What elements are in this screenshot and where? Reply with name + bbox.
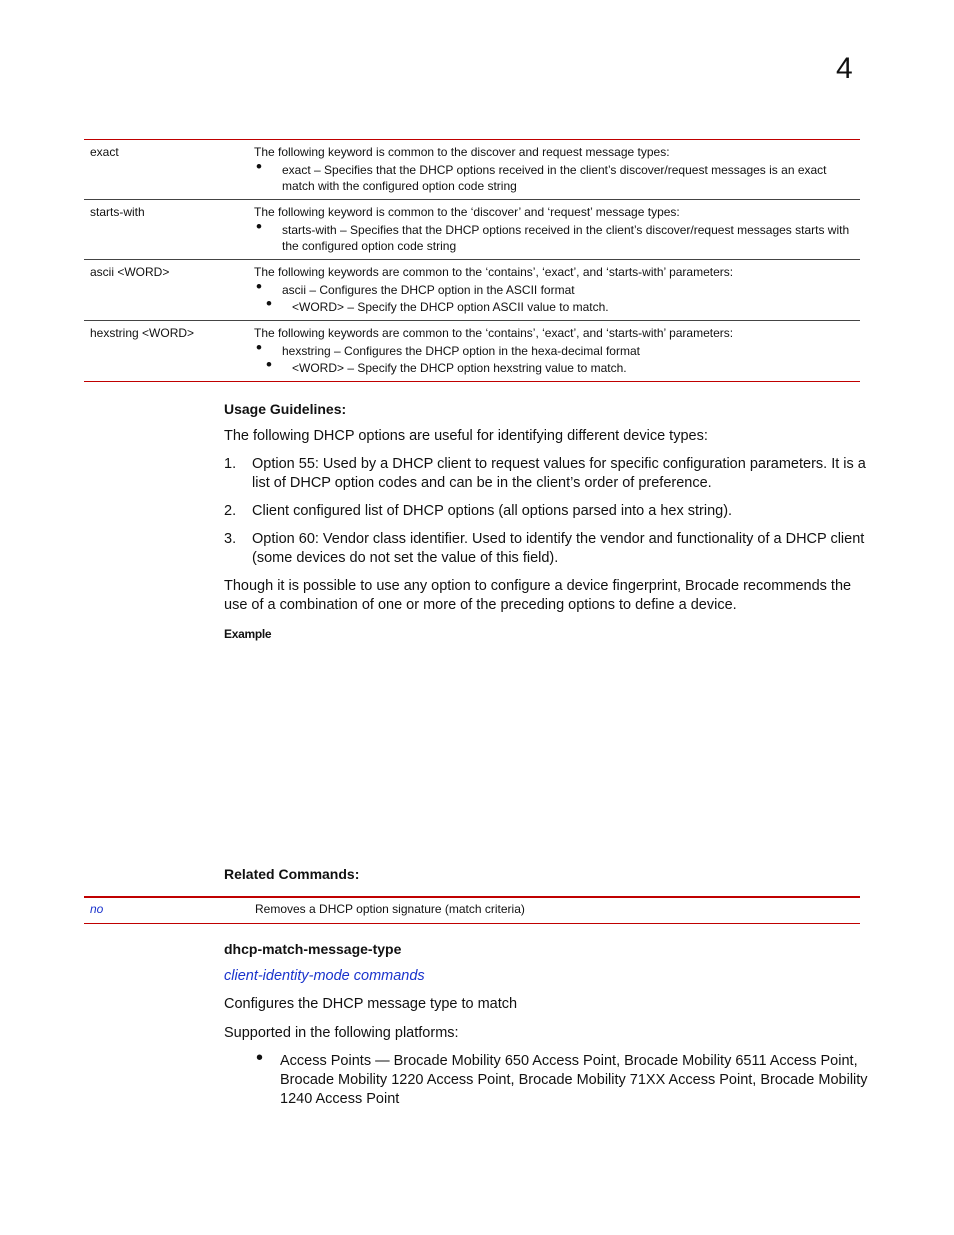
related-table [84, 896, 860, 924]
usage-intro: The following DHCP options are useful for identifying different device types: [224, 428, 708, 444]
param-intro: The following keywords are common to the ‘contains’, ‘exact’, and ‘starts-with’ parameters: [254, 265, 734, 279]
usage-list [224, 530, 869, 568]
list-text: Option 55: Used by a DHCP client to request values for specific configuration parameters. It is a list of DHCP option codes and can be in the client’s order of preference. [252, 456, 866, 491]
bullet-text: <WORD> – Specify the DHCP option hexstring value to match. [292, 361, 627, 375]
table-row [84, 260, 860, 321]
bullet-text: starts-with – Specifies that the DHCP options received in the client’s discover/request messages starts with the configured option code string [282, 223, 850, 253]
list-number: 3. [224, 531, 237, 547]
table-row [84, 200, 860, 260]
bullet-icon: • [256, 277, 262, 296]
table-row [84, 321, 860, 381]
section-description: Configures the DHCP message type to match [224, 996, 518, 1012]
list-item [254, 294, 860, 315]
param-intro: The following keyword is common to the discover and request message types: [254, 145, 670, 159]
table-row [84, 140, 860, 200]
bullet-icon: • [256, 157, 262, 176]
list-text: Option 60: Vendor class identifier. Used to identify the vendor and functionality of a DHCP client (some devices do not set the value of this field). [252, 531, 865, 566]
list-item [254, 217, 860, 254]
param-name: starts-with [90, 205, 145, 219]
list-text: Client configured list of DHCP options (all options parsed into a hex string). [252, 503, 733, 519]
list-item [254, 355, 860, 376]
bullet-icon: • [266, 355, 272, 374]
bullet-icon: • [256, 217, 262, 236]
section-title: dhcp-match-message-type [224, 941, 402, 957]
bullet-text: exact – Specifies that the DHCP options received in the client’s discover/request messages is an exact match with the configured option code string [282, 163, 827, 193]
list-item [224, 502, 869, 521]
list-item [254, 338, 860, 359]
parameter-table [84, 139, 860, 382]
platforms-intro: Supported in the following platforms: [224, 1025, 459, 1041]
chapter-number: 4 [836, 52, 853, 85]
param-name: exact [90, 145, 119, 159]
bullet-text: <WORD> – Specify the DHCP option ASCII value to match. [292, 300, 609, 314]
param-name: hexstring <WORD> [90, 326, 195, 340]
param-description [254, 263, 860, 315]
param-description [254, 143, 860, 194]
related-command-link[interactable]: no [90, 902, 104, 916]
bullet-icon: • [266, 294, 272, 313]
param-intro: The following keywords are common to the ‘contains’, ‘exact’, and ‘starts-with’ parameters: [254, 326, 734, 340]
list-number: 2. [224, 503, 237, 519]
list-item [224, 530, 869, 568]
usage-heading: Usage Guidelines: [224, 401, 347, 417]
list-item [224, 455, 869, 493]
param-description [254, 203, 860, 254]
bullet-text: hexstring – Configures the DHCP option in the hexa-decimal format [282, 344, 640, 358]
section-link[interactable]: client-identity-mode commands [224, 968, 425, 984]
related-command-description: Removes a DHCP option signature (match criteria) [255, 902, 525, 916]
param-description [254, 324, 860, 376]
usage-list [224, 502, 869, 521]
usage-list [224, 455, 869, 493]
bullet-text: ascii – Configures the DHCP option in the ASCII format [282, 283, 575, 297]
example-heading: Example [224, 627, 272, 641]
bullet-icon: • [256, 338, 262, 357]
bullet-icon: • [256, 1047, 264, 1069]
param-name: ascii <WORD> [90, 265, 170, 279]
usage-note: Though it is possible to use any option to configure a device fingerprint, Brocade recommends the use of a combination of one or more of the preceding options to define a device. [224, 578, 852, 613]
list-item [256, 1047, 892, 1109]
param-intro: The following keyword is common to the ‘discover’ and ‘request’ message types: [254, 205, 680, 219]
list-number: 1. [224, 456, 237, 472]
list-item [254, 277, 860, 298]
platform-text: Access Points — Brocade Mobility 650 Access Point, Brocade Mobility 6511 Access Point, Brocade Mobility 1220 Access Point, Brocade Mobility 71XX Access Point, Brocade Mobility 1240 Access Point [280, 1053, 868, 1107]
related-heading: Related Commands: [224, 866, 360, 882]
list-item [254, 157, 860, 194]
